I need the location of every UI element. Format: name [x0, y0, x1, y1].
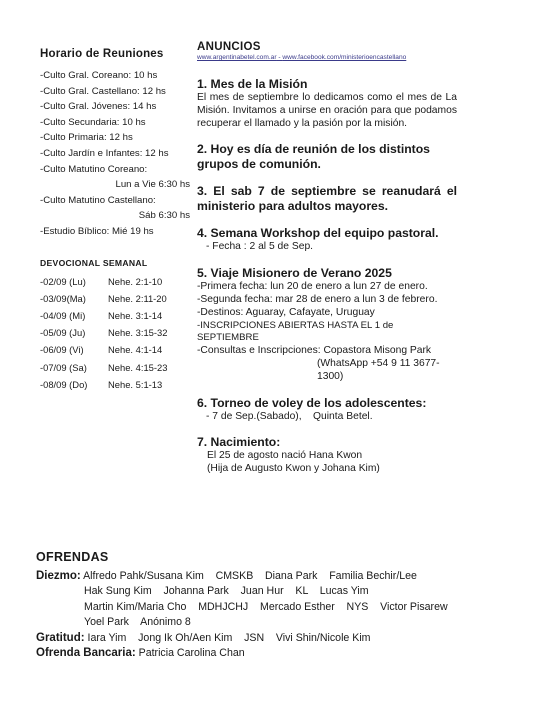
meeting-item: -Culto Gral. Castellano: 12 hs — [40, 85, 166, 97]
announcement-line: (Hija de Augusto Kwon y Johana Kim) — [207, 463, 380, 475]
announcement-title: 4. Semana Workshop del equipo pastoral. — [197, 226, 439, 241]
website-link[interactable]: www.argentinabetel.com.ar — [197, 54, 277, 61]
announcement-title: 7. Nacimiento: — [197, 435, 281, 450]
meeting-item: -Culto Primaria: 12 hs — [40, 132, 133, 144]
diezmo-names: Alfredo Pahk/Susana Kim CMSKB Diana Park Familia Bechir/Lee — [80, 570, 417, 582]
gratitud-label: Gratitud: — [36, 631, 85, 644]
devotional-ref: Nehe. 3:1-14 — [108, 309, 163, 321]
devotional-date: -03/09(Ma) — [40, 292, 86, 304]
announcements-column — [197, 41, 457, 476]
announcement-title: 6. Torneo de voley de los adolescentes: — [197, 395, 427, 410]
announcements-title: ANUNCIOS — [197, 41, 261, 53]
devotional-date: -05/09 (Ju) — [40, 327, 86, 339]
announcement-7 — [197, 435, 457, 476]
facebook-link[interactable]: www.facebook.com/ministerioencastellano — [282, 54, 407, 61]
diezmo-names: Martin Kim/Maria Cho MDHJCHJ Mercado Esther NYS Victor Pisarew — [84, 600, 448, 613]
announcement-title: 1. Mes de la Misión — [197, 77, 308, 91]
announcement-line: -Primera fecha: lun 20 de enero a lun 27 de enero. — [197, 281, 428, 293]
announcement-title: 3. El sab 7 de septiembre se reanudará el ministerio para adultos mayores. — [197, 184, 457, 214]
diezmo-label: Diezmo: — [36, 570, 81, 582]
meeting-time: Sáb 6:30 hs — [138, 210, 190, 222]
link-separator: - — [276, 54, 283, 61]
announcement-title: 5. Viaje Misionero de Verano 2025 — [197, 266, 392, 281]
announcement-line: El 25 de agosto nació Hana Kwon — [207, 450, 363, 462]
links-line — [197, 54, 457, 61]
devotional-date: -07/09 (Sa) — [40, 361, 87, 373]
meeting-item: -Estudio Bíblico: Mié 19 hs — [40, 225, 154, 237]
devotional-date: -04/09 (Mi) — [40, 309, 86, 321]
meeting-item: -Culto Secundaria: 10 hs — [40, 116, 146, 128]
offerings-section — [36, 550, 506, 661]
meeting-time: Lun a Vie 6:30 hs — [115, 179, 190, 191]
meeting-item: -Culto Gral. Jóvenes: 14 hs — [40, 101, 157, 113]
devotional-date: -08/09 (Do) — [40, 378, 88, 390]
announcement-6 — [197, 396, 457, 424]
meeting-item: -Culto Matutino Coreano: — [40, 163, 148, 175]
devotional-ref: Nehe. 5:1-13 — [108, 378, 163, 390]
meetings-list — [40, 68, 192, 240]
diezmo-names: Hak Sung Kim Johanna Park Juan Hur KL Lucas Yim — [84, 585, 369, 598]
devotional-date: -06/09 (Vi) — [40, 344, 84, 356]
announcement-1 — [197, 77, 457, 130]
gratitud-row — [36, 631, 506, 646]
announcement-line: -INSCRIPCIONES ABIERTAS HASTA EL 1 de SEPTIEMBRE — [197, 319, 394, 344]
devotional-title: DEVOCIONAL SEMANAL — [40, 257, 148, 268]
devotional-ref: Nehe. 4:15-23 — [108, 361, 168, 373]
bancaria-row — [36, 646, 506, 661]
announcement-3 — [197, 184, 457, 214]
devotional-date: -02/09 (Lu) — [40, 275, 86, 287]
announcement-line: -Consultas e Inscripciones: Copastora Misong Park — [197, 345, 432, 357]
announcement-2 — [197, 142, 457, 172]
devotional-ref: Nehe. 2:11-20 — [108, 292, 167, 304]
announcement-line: - 7 de Sep.(Sabado), Quinta Betel. — [206, 410, 373, 422]
meetings-title: Horario de Reuniones — [40, 48, 164, 60]
bancaria-names: Patricia Carolina Chan — [135, 647, 245, 660]
meeting-item: -Culto Jardín e Infantes: 12 hs — [40, 147, 169, 159]
schedule-column — [40, 48, 192, 393]
devotional-ref: Nehe. 3:15-32 — [108, 327, 168, 339]
announcement-line: -Segunda fecha: mar 28 de enero a lun 3 de febrero. — [197, 293, 438, 305]
announcement-line: - Fecha : 2 al 5 de Sep. — [206, 241, 314, 253]
devotional-list — [40, 273, 192, 393]
announcement-4 — [197, 226, 457, 254]
gratitud-names: Iara Yim Jong Ik Oh/Aen Kim JSN Vivi Shin/Nicole Kim — [84, 631, 371, 644]
announcement-5 — [197, 266, 457, 383]
announcement-body: El mes de septiembre lo dedicamos como el mes de La Misión. Invitamos a unirse en oración para que podamos recuperar el llamado y la pasión por la misión. — [197, 92, 457, 129]
announcement-line: -Destinos: Aguaray, Cafayate, Uruguay — [197, 306, 375, 318]
diezmo-names: Yoel Park Anónimo 8 — [84, 616, 191, 629]
diezmo-row — [36, 569, 506, 584]
meeting-item: -Culto Gral. Coreano: 10 hs — [40, 70, 158, 81]
announcement-title: 2. Hoy es día de reunión de los distintos grupos de comunión. — [197, 142, 430, 172]
devotional-ref: Nehe. 2:1-10 — [108, 275, 163, 287]
announcement-line: (WhatsApp +54 9 11 3677-1300) — [317, 357, 440, 382]
devotional-ref: Nehe. 4:1-14 — [108, 344, 163, 356]
offerings-title: OFRENDAS — [36, 550, 109, 564]
bancaria-label: Ofrenda Bancaria: — [36, 647, 136, 660]
meeting-item: -Culto Matutino Castellano: — [40, 194, 156, 206]
